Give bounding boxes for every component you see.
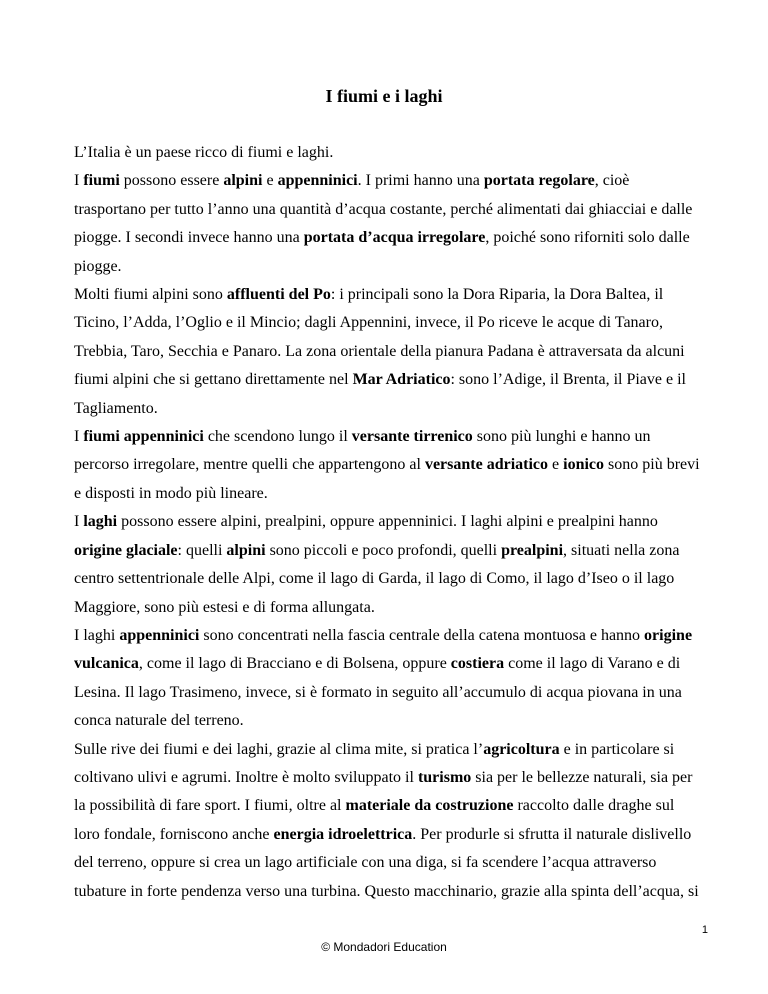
bold-term: turismo [417, 768, 472, 786]
footer-copyright: © Mondadori Education [321, 940, 447, 954]
bold-term: energia idroelettrica [273, 825, 413, 843]
text-run: L’Italia è un paese ricco di fiumi e laghi. [74, 144, 334, 161]
bold-term: ionico [563, 456, 605, 474]
bold-term: origine vulcanica [74, 626, 693, 673]
bold-term: portata d’acqua irregolare [303, 229, 486, 247]
text-run: sono piccoli e poco profondi, quelli [265, 541, 502, 559]
paragraph [74, 423, 704, 508]
text-run: sono concentrati nella fascia centrale della catena montuosa e hanno [199, 626, 645, 644]
body-text [74, 139, 704, 906]
text-run: sono più brevi e disposti in modo più lineare. [74, 456, 700, 502]
bold-term: alpini [226, 541, 266, 559]
bold-term: affluenti del Po [226, 286, 331, 304]
bold-term: prealpini [501, 541, 564, 559]
paragraph [74, 281, 704, 423]
text-run: I [74, 428, 84, 446]
paragraph [74, 508, 704, 622]
text-run: come il lago di Varano e di Lesina. Il lago Trasimeno, invece, si è formato in seguito all’accumulo di acqua piovana in una conca naturale del terreno. [74, 655, 682, 730]
page-number: 1 [701, 924, 708, 936]
text-run: sono più lunghi e hanno un percorso irregolare, mentre quelli che appartengono al [74, 428, 651, 474]
paragraph [74, 139, 704, 167]
text-run: I [74, 513, 84, 531]
paragraph [74, 167, 704, 281]
text-run: , cioè trasportano per tutto l’anno una quantità d’acqua costante, perché alimentati dai ghiacciai e dalle piogge. I secondi invece hanno una [74, 172, 693, 247]
paragraph [74, 736, 704, 906]
text-run: : i principali sono la Dora Riparia, la Dora Baltea, il Ticino, l’Adda, l’Oglio e il Mincio; dagli Appennini, invece, il Po riceve le acque di Tanaro, Trebbia, Taro, Secchia e Panaro. La zona orientale della pianura Padana è attraversata da alcuni fiumi alpini che si gettano direttamente nel [74, 286, 685, 389]
text-run: e in particolare si coltivano ulivi e agrumi. Inoltre è molto sviluppato il [74, 740, 675, 786]
bold-term: Mar Adriatico [352, 371, 451, 389]
bold-term: fiumi [83, 172, 120, 190]
text-run: e [548, 456, 564, 474]
text-run: , situati nella zona centro settentrionale delle Alpi, come il lago di Garda, il lago di Como, il lago d’Iseo o il lago Maggiore, sono più estesi e di forma allungata. [74, 541, 680, 616]
bold-term: costiera [450, 655, 505, 673]
text-run: che scendono lungo il [203, 428, 352, 446]
bold-term: laghi [83, 513, 118, 531]
bold-term: origine glaciale [74, 541, 178, 559]
text-run: Molti fiumi alpini sono [74, 286, 227, 304]
text-run: raccolto dalle draghe sul loro fondale, forniscono anche [74, 797, 675, 843]
text-run: , poiché sono riforniti solo dalle piogge. [74, 229, 690, 275]
text-run: : sono l’Adige, il Brenta, il Piave e il Tagliamento. [74, 371, 686, 417]
bold-term: agricoltura [483, 740, 560, 758]
paragraph [74, 622, 704, 736]
bold-term: alpini [223, 172, 263, 190]
text-run: . Per produrle si sfrutta il naturale dislivello del terreno, oppure si crea un lago artificiale con una diga, si fa scendere l’acqua attraverso tubature in forte pendenza verso una turbina. Questo macchinario, grazie alla spinta dell’acqua, si [74, 825, 699, 900]
bold-term: portata regolare [483, 172, 595, 190]
text-run: possono essere [119, 172, 224, 190]
text-run: : quelli [177, 541, 227, 559]
bold-term: versante adriatico [424, 456, 549, 474]
bold-term: materiale da costruzione [345, 797, 514, 815]
text-run: I laghi [74, 626, 120, 644]
bold-term: appenninici [119, 626, 200, 644]
text-run: I [74, 172, 84, 190]
bold-term: appenninici [277, 172, 358, 190]
bold-term: fiumi appenninici [83, 428, 204, 446]
text-run: . I primi hanno una [357, 172, 484, 190]
text-run: Sulle rive dei fiumi e dei laghi, grazie al clima mite, si pratica l’ [74, 740, 484, 758]
text-run: , come il lago di Bracciano e di Bolsena, oppure [138, 655, 451, 673]
bold-term: versante tirrenico [351, 428, 473, 446]
text-run: e [262, 172, 278, 190]
page-title: I fiumi e i laghi [325, 86, 443, 106]
text-run: possono essere alpini, prealpini, oppure appenninici. I laghi alpini e prealpini hanno [117, 513, 658, 531]
text-run: sia per le bellezze naturali, sia per la possibilità di fare sport. I fiumi, oltre al [74, 768, 693, 815]
